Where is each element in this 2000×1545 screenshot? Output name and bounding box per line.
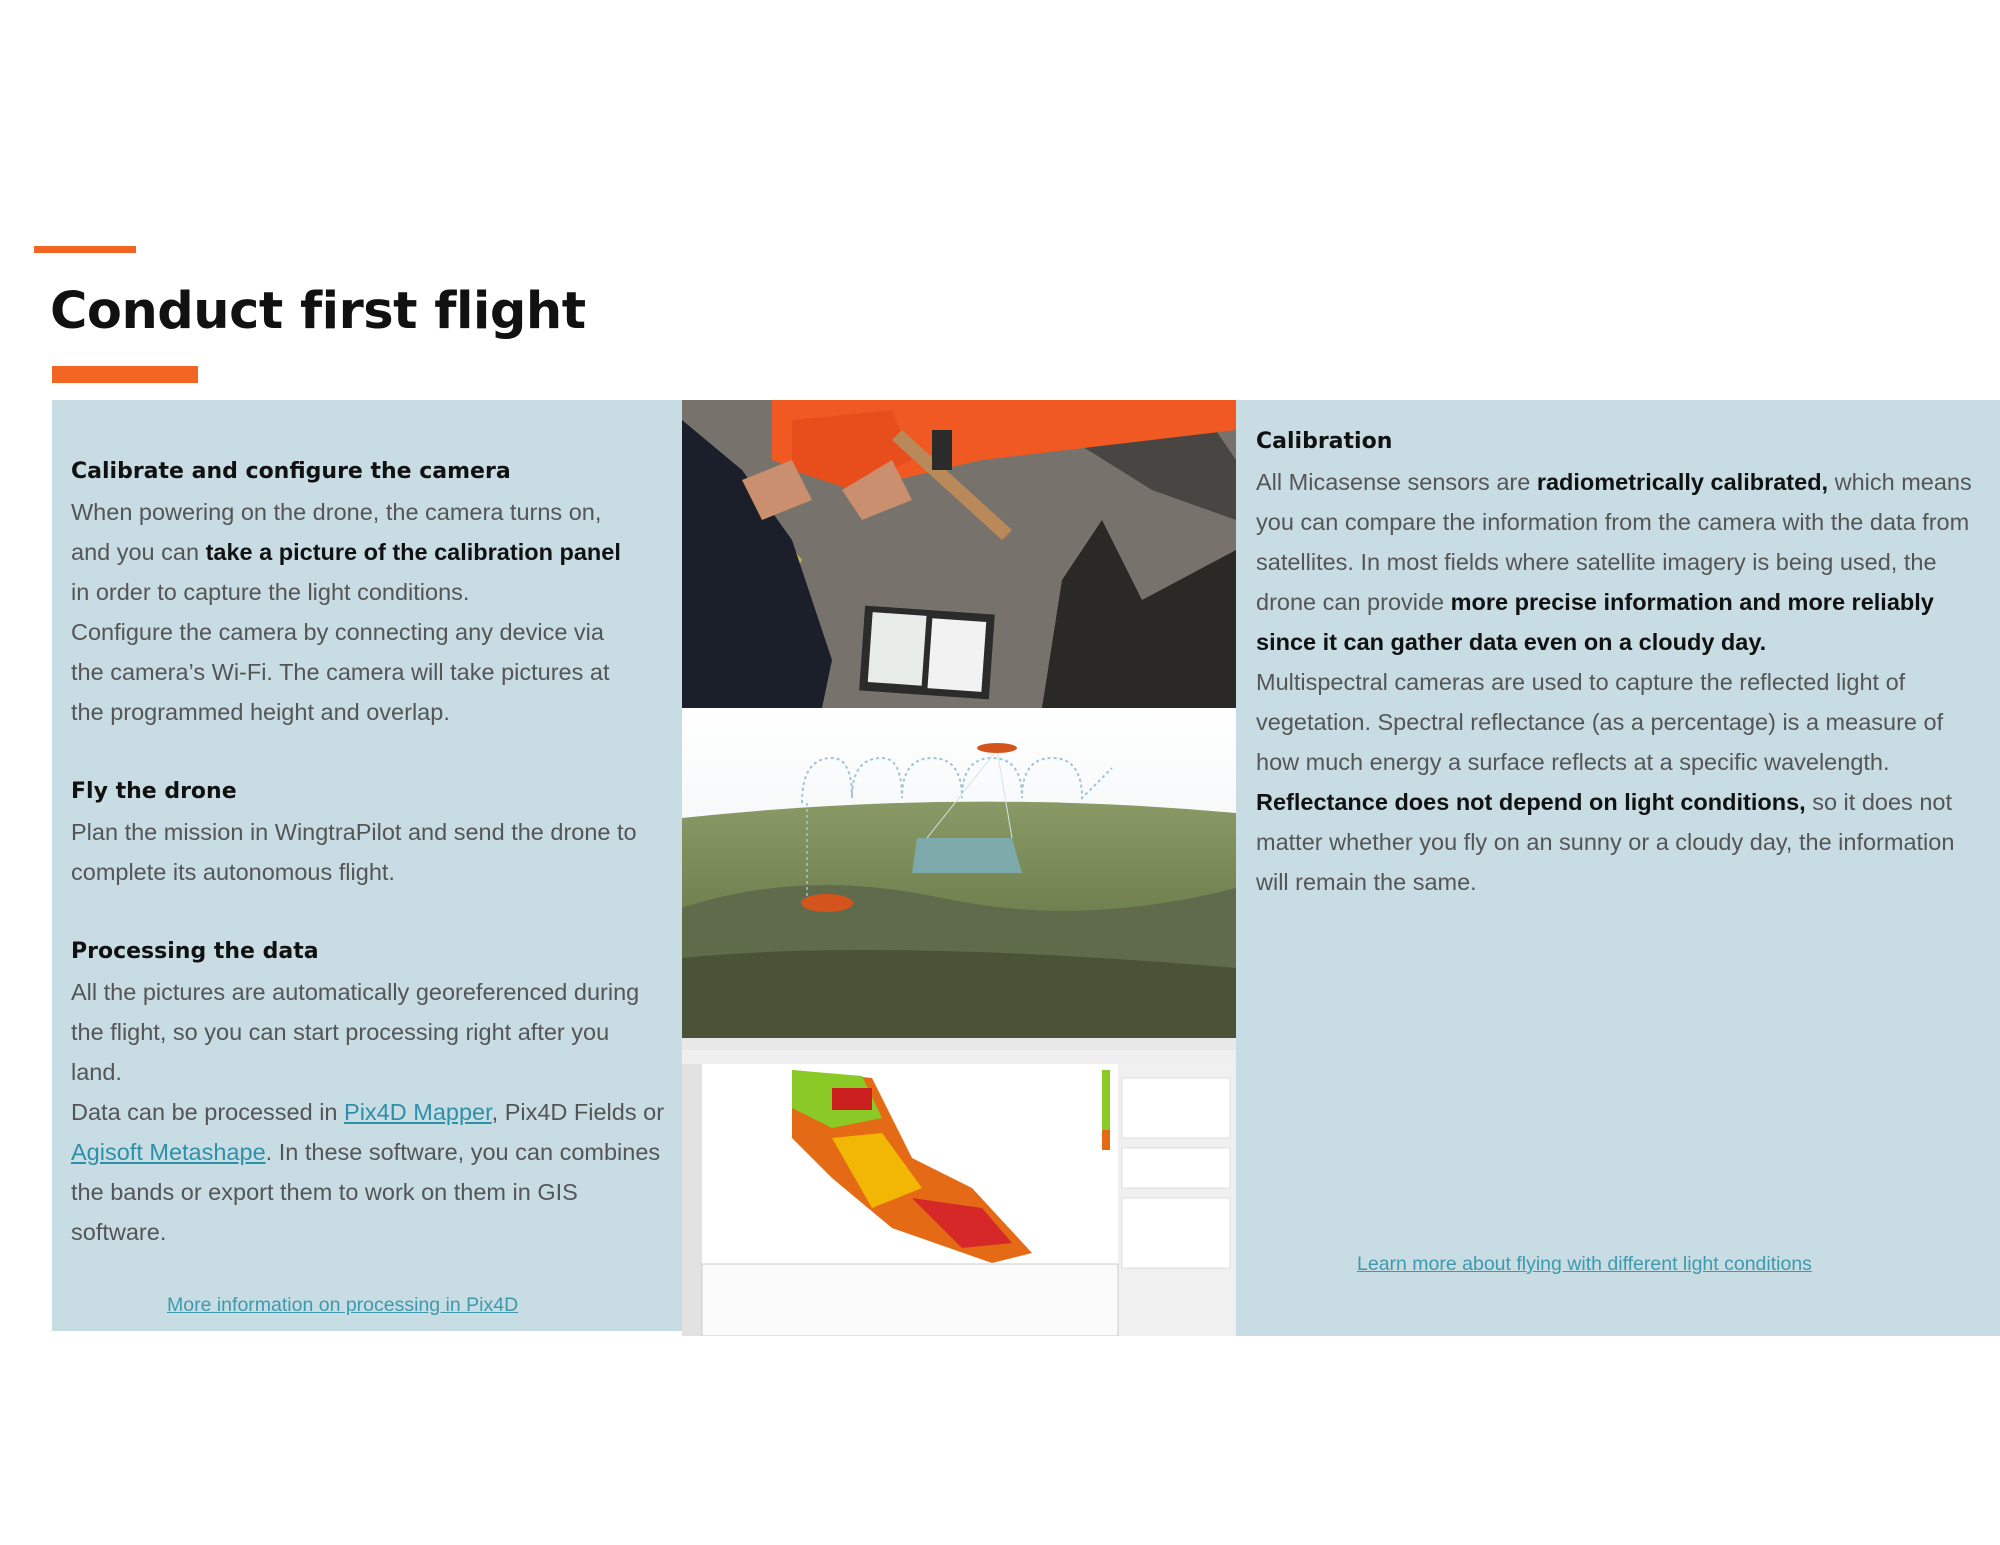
accent-bar-title-underline bbox=[52, 366, 198, 383]
calibrate-paragraph-1: When powering on the drone, the camera turns on, and you can take a picture of the calibration panel in order to capture the light conditions. bbox=[71, 499, 621, 605]
calibration-heading: Calibration bbox=[1256, 429, 1393, 454]
processing-heading: Processing the data bbox=[71, 939, 319, 964]
drone-calibration-photo bbox=[682, 400, 1236, 708]
page-title: Conduct first flight bbox=[50, 282, 586, 341]
calibration-paragraph-2: Multispectral cameras are used to capture the reflected light of vegetation. Spectral reflectance (as a percentage) is a measure of how much energy a surface reflects at a specific wavelength. bbox=[1256, 669, 1944, 775]
accent-bar-top bbox=[34, 246, 136, 253]
calibration-paragraph-1: All Micasense sensors are radiometrically calibrated, which means you can compare the information from the camera with the data from satellites. In most fields where satellite imagery is being used, the drone can provide more precise information and more reliably since it can gather data even on a cloudy day. bbox=[1256, 469, 1972, 655]
right-text bbox=[1256, 422, 1976, 902]
fly-paragraph: Plan the mission in WingtraPilot and send the drone to complete its autonomous flight. bbox=[71, 819, 637, 885]
learn-more-light-conditions-link[interactable]: Learn more about flying with different light conditions bbox=[1357, 1253, 1812, 1275]
more-info-pix4d-link[interactable]: More information on processing in Pix4D bbox=[167, 1294, 519, 1316]
agisoft-metashape-link[interactable]: Agisoft Metashape bbox=[71, 1139, 266, 1165]
pix4d-mapper-link[interactable]: Pix4D Mapper bbox=[344, 1099, 492, 1125]
left-text bbox=[71, 452, 671, 1252]
calibrate-heading: Calibrate and configure the camera bbox=[71, 459, 511, 484]
calibration-paragraph-3: Reflectance does not depend on light conditions, so it does not matter whether you fly on an sunny or a cloudy day, the information will remain the same. bbox=[1256, 789, 1955, 895]
fly-heading: Fly the drone bbox=[71, 779, 237, 804]
flight-path-terrain-image bbox=[682, 708, 1236, 1038]
calibrate-bold: take a picture of the calibration panel bbox=[205, 539, 621, 565]
calibrate-paragraph-2: Configure the camera by connecting any device via the camera’s Wi-Fi. The camera will take pictures at the programmed height and overlap. bbox=[71, 619, 610, 725]
processing-paragraph-1: All the pictures are automatically georeferenced during the flight, so you can start processing right after you land. bbox=[71, 979, 640, 1085]
pix4d-software-screenshot bbox=[682, 1038, 1236, 1336]
processing-paragraph-2: Data can be processed in Pix4D Mapper, Pix4D Fields or Agisoft Metashape. In these software, you can combines the bands or export them to work on them in GIS software. bbox=[71, 1099, 665, 1245]
